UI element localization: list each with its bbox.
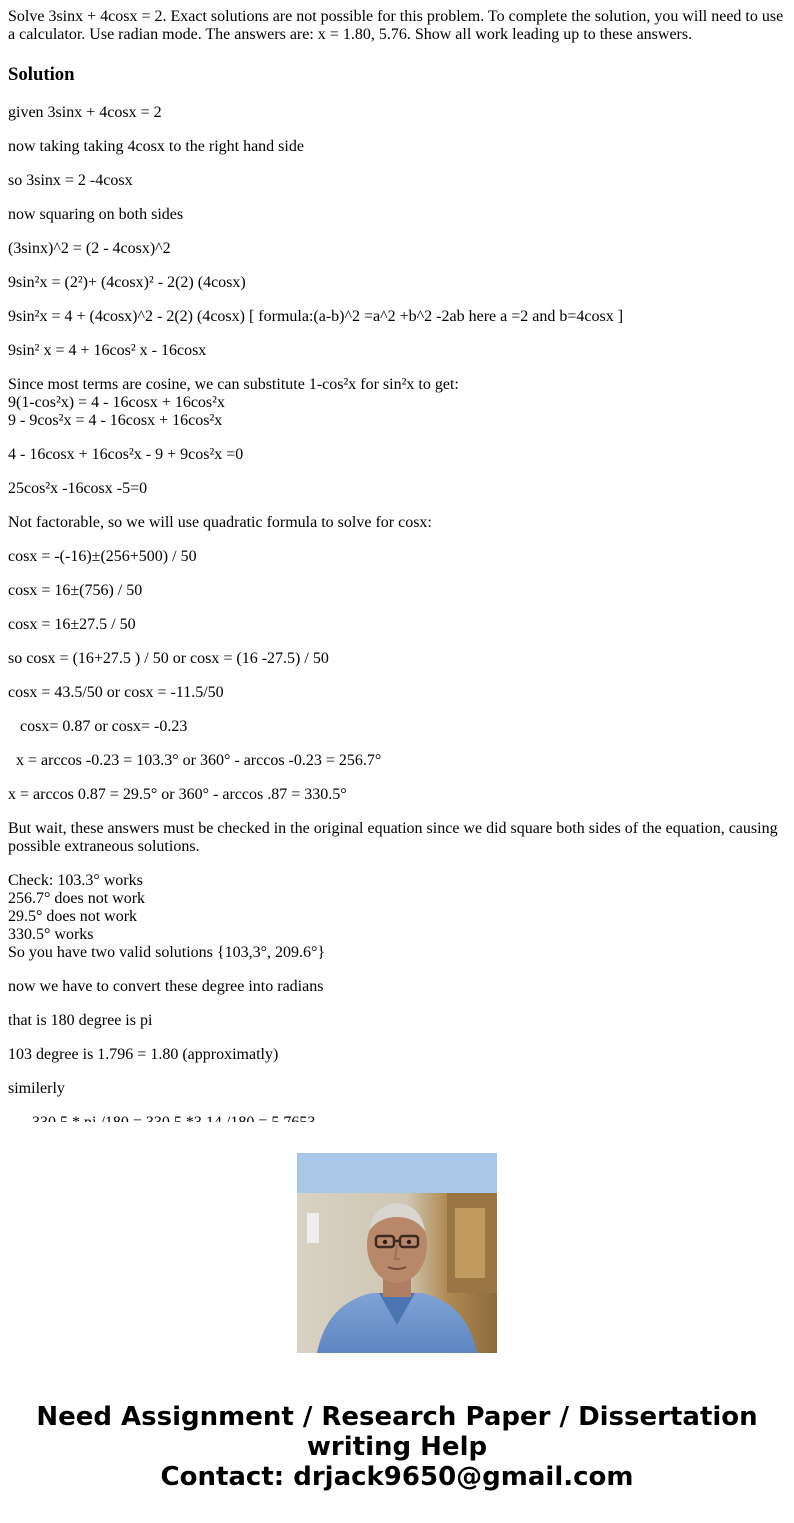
step-line: 9sin² x = 4 + 16cos² x - 16cosx [8, 342, 207, 359]
tutor-avatar-photo [297, 1153, 497, 1353]
valid-solutions-line: So you have two valid solutions {103,3°, 209.6°} [8, 944, 326, 961]
check-line: 330.5° works [8, 926, 94, 943]
cta-line: writing Help [306, 1432, 488, 1462]
solution-document [8, 8, 788, 1122]
step-line: so cosx = (16+27.5 ) / 50 or cosx = (16 -27.5) / 50 [8, 650, 329, 667]
step-line: cosx = 16±27.5 / 50 [8, 616, 136, 633]
step-line: 9 - 9cos²x = 4 - 16cosx + 16cos²x [8, 412, 223, 429]
step-line: 9(1-cos²x) = 4 - 16cosx + 16cos²x [8, 394, 225, 411]
step-line: cosx= 0.87 or cosx= -0.23 [8, 718, 188, 735]
step-line: so 3sinx = 2 -4cosx [8, 172, 133, 189]
contact-email: Contact: drjack9650@gmail.com [160, 1462, 634, 1492]
step-line: 25cos²x -16cosx -5=0 [8, 480, 148, 497]
question-text: Solve 3sinx + 4cosx = 2. Exact solutions are not possible for this problem. To complete the solution, you will need to use a calculator. Use radian mode. The answers are: x = 1.80, 5.76. Show all work leading up to these answers. [8, 8, 788, 43]
cta-line: Need Assignment / Research Paper / Dissertation [36, 1402, 758, 1432]
solution-heading: Solution [8, 64, 75, 85]
promo-footer [0, 1122, 794, 1523]
step-line: similerly [8, 1080, 65, 1097]
step-line: given 3sinx + 4cosx = 2 [8, 104, 162, 121]
step-line: 103 degree is 1.796 = 1.80 (approximatly) [8, 1046, 279, 1063]
step-line: 9sin²x = (2²)+ (4cosx)² - 2(2) (4cosx) [8, 274, 246, 291]
step-line: (3sinx)^2 = (2 - 4cosx)^2 [8, 240, 171, 257]
step-line: now taking taking 4cosx to the right hand side [8, 138, 304, 155]
step-line: Since most terms are cosine, we can substitute 1-cos²x for sin²x to get: [8, 376, 459, 393]
check-line: 256.7° does not work [8, 890, 146, 907]
check-line: 29.5° does not work [8, 908, 138, 925]
check-line: Check: 103.3° works [8, 872, 143, 889]
step-line: Not factorable, so we will use quadratic formula to solve for cosx: [8, 514, 432, 531]
person-portrait-icon [297, 1153, 497, 1353]
step-line: 4 - 16cosx + 16cos²x - 9 + 9cos²x =0 [8, 446, 244, 463]
step-line: cosx = 16±(756) / 50 [8, 582, 143, 599]
step-line: But wait, these answers must be checked in the original equation since we did square both sides of the equation, causing possible extraneous solutions. [8, 820, 782, 855]
step-line: x = arccos 0.87 = 29.5° or 360° - arccos .87 = 330.5° [8, 786, 347, 803]
step-line: that is 180 degree is pi [8, 1012, 153, 1029]
step-line: cosx = 43.5/50 or cosx = -11.5/50 [8, 684, 224, 701]
step-line: cosx = -(-16)±(256+500) / 50 [8, 548, 197, 565]
step-line: now we have to convert these degree into radians [8, 978, 324, 995]
step-line: 9sin²x = 4 + (4cosx)^2 - 2(2) (4cosx) [ formula:(a-b)^2 =a^2 +b^2 -2ab here a =2 and b=4cosx ] [8, 308, 624, 325]
step-line: now squaring on both sides [8, 206, 184, 223]
step-line: x = arccos -0.23 = 103.3° or 360° - arccos -0.23 = 256.7° [8, 752, 382, 769]
cta-text [0, 1402, 794, 1492]
